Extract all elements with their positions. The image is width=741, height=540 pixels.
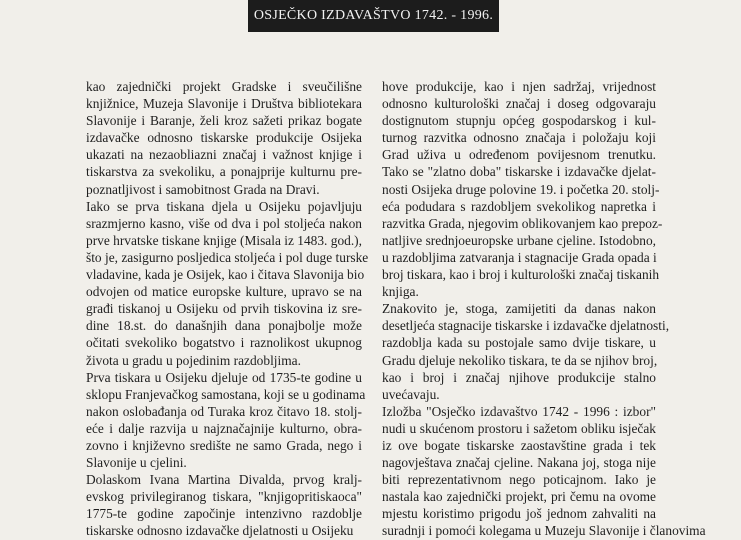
text-line: tiskarske odnosno izdavačke djelatnosti u Osijeku — [86, 523, 354, 539]
paragraph — [382, 300, 670, 403]
text-line: Znakovito je, stoga, zamijetiti da danas nakon — [382, 301, 656, 317]
text-line: Prva tiskara u Osijeku djeluje od 1735-te godine u — [86, 369, 362, 385]
text-line: dostignutom stupnju općeg gospodarskog i kul- — [382, 113, 656, 129]
text-line: Iako se prva tiskana djela u Osijeku pojavljuju — [86, 198, 362, 214]
text-line: tiskarstva za svekoliku, a ponajprije kulturnu pre- — [86, 164, 362, 180]
text-line: očitati svekoliko bogatstvo i raznolikost ukupnog — [86, 335, 362, 351]
text-line: nakon oslobađanja od Turaka kroz čitavo 18. stolj- — [86, 403, 362, 419]
text-line: nosti Osijeka druge polovine 19. i početka 20. stolj- — [382, 181, 660, 197]
text-line: života u gradu u pojedinim razdobljima. — [86, 352, 301, 368]
text-line: suradnji i pomoći kolegama u Muzeju Slavonije i članovima — [382, 523, 706, 539]
text-line: natljive srednjoeuropske urbane cjeline. Istodobno, — [382, 232, 656, 248]
text-line: kao i broj i značaj njihove produkcije stalno — [382, 369, 656, 385]
text-line: Tako se "zlatno doba" tiskarske i izdavačke djelat- — [382, 164, 656, 180]
text-line: vladavine, kada je Osijek, kao i čitava Slavonija bio — [86, 267, 365, 283]
text-line: odnosno kulturološki značaj i doseg odgovaraju — [382, 96, 656, 112]
text-line: Gradu djeluje nekoliko tiskara, te da se njihov broj, — [382, 352, 658, 368]
text-line: mjestu koristimo prigodu još jednom zahvaliti na — [382, 506, 656, 522]
paragraph — [86, 78, 362, 198]
text-line: u razdobljima zatvaranja i stagnacije Grada opada i — [382, 249, 657, 265]
text-line: iz ove bogate tiskarske zaostavštine grada i tek — [382, 437, 656, 453]
text-line: što je, zasigurno posljedica stoljeća i pol duge turske — [86, 249, 369, 265]
text-line: nudi u skućenom prostoru i sažetom obliku isječak — [382, 420, 656, 436]
text-line: građi tiskanoj u Osijeku od prvih tiskovina iz sre- — [86, 301, 362, 317]
text-line: turnog razvitka odnosno značaja i položaju koji — [382, 130, 656, 146]
text-line: zovno i književno središte ne samo Grada, nego i — [86, 437, 362, 453]
paragraph — [86, 471, 362, 539]
text-line: poznatljivost i samobitnost Grada na Dravi. — [86, 181, 320, 197]
paragraph — [382, 403, 706, 540]
paragraph — [382, 78, 663, 300]
text-line: srazmjerno kasno, više od dva i pol stoljeća nakon — [86, 215, 362, 231]
text-line: knjiga. — [382, 284, 419, 300]
text-line: 1775-te godine započinje intenzivno razdoblje — [86, 506, 362, 522]
text-line: Slavonije i Baranje, želi kroz sažeti prikaz bogate — [86, 113, 362, 129]
text-line: knjižnice, Muzeja Slavonije i Društva bibliotekara — [86, 96, 362, 112]
text-line: odvojen od matice europske kulture, upravo se na — [86, 284, 362, 300]
text-line: sklopu Franjevačkog samostana, koji se u godinama — [86, 386, 366, 402]
text-line: Slavonije u cjelini. — [86, 455, 187, 471]
header-bar — [248, 0, 499, 32]
text-line: razvitka Grada, njegovim oblikovanjem kao prepoz- — [382, 215, 663, 231]
text-line: broj tiskara, kao i broj i kulturološki značaj tiskanih — [382, 267, 660, 283]
text-line: kao zajednički projekt Gradske i sveučilišne — [86, 79, 362, 94]
text-line: hove produkcije, kao i njen sadržaj, vrijednost — [382, 79, 656, 94]
text-line: evskog privilegiranog tiskara, "knjigopritiskaoca" — [86, 489, 362, 505]
text-line: uvećavaju. — [382, 386, 440, 402]
left-text-column — [86, 78, 369, 540]
text-line: Izložba "Osječko izdavaštvo 1742 - 1996 : izbor" — [382, 403, 656, 419]
text-line: dine 18.st. do današnjih dana ponajbolje može — [86, 318, 362, 334]
text-line: Grad uživa u određenom povijesnom trenutku. — [382, 147, 656, 163]
text-line: izdavačke odnosno tiskarske produkcije Osijeka — [86, 130, 362, 146]
paragraph — [86, 369, 366, 472]
paragraph — [86, 198, 369, 369]
text-line: razdoblja kada su postojale samo dvije tiskare, u — [382, 335, 656, 351]
text-line: nagovještava značaj cjeline. Nakana joj, stoga nije — [382, 455, 656, 471]
text-line: eće i dalje razvija u najznačajnije kulturno, obra- — [86, 420, 362, 436]
text-line: Dolaskom Ivana Martina Divalda, prvog kralj- — [86, 472, 362, 488]
text-line: biti reprezentativnom nego poticajnom. Iako je — [382, 472, 656, 488]
right-text-column — [382, 78, 706, 540]
text-line: eća podudara s razdobljem svekolikog napretka i — [382, 198, 656, 214]
text-line: desetljeća stagnacije tiskarske i izdavačke djelatnosti, — [382, 318, 670, 334]
text-line: prve hrvatske tiskane knjige (Misala iz 1483. god.), — [86, 232, 362, 248]
page-title: OSJEČKO IZDAVAŠTVO 1742. - 1996. — [253, 8, 494, 23]
text-line: ukazati na nezaobliazni značaj i važnost knjige i — [86, 147, 362, 163]
text-line: nastala kao zajednički projekt, pri čemu na ovome — [382, 489, 656, 505]
